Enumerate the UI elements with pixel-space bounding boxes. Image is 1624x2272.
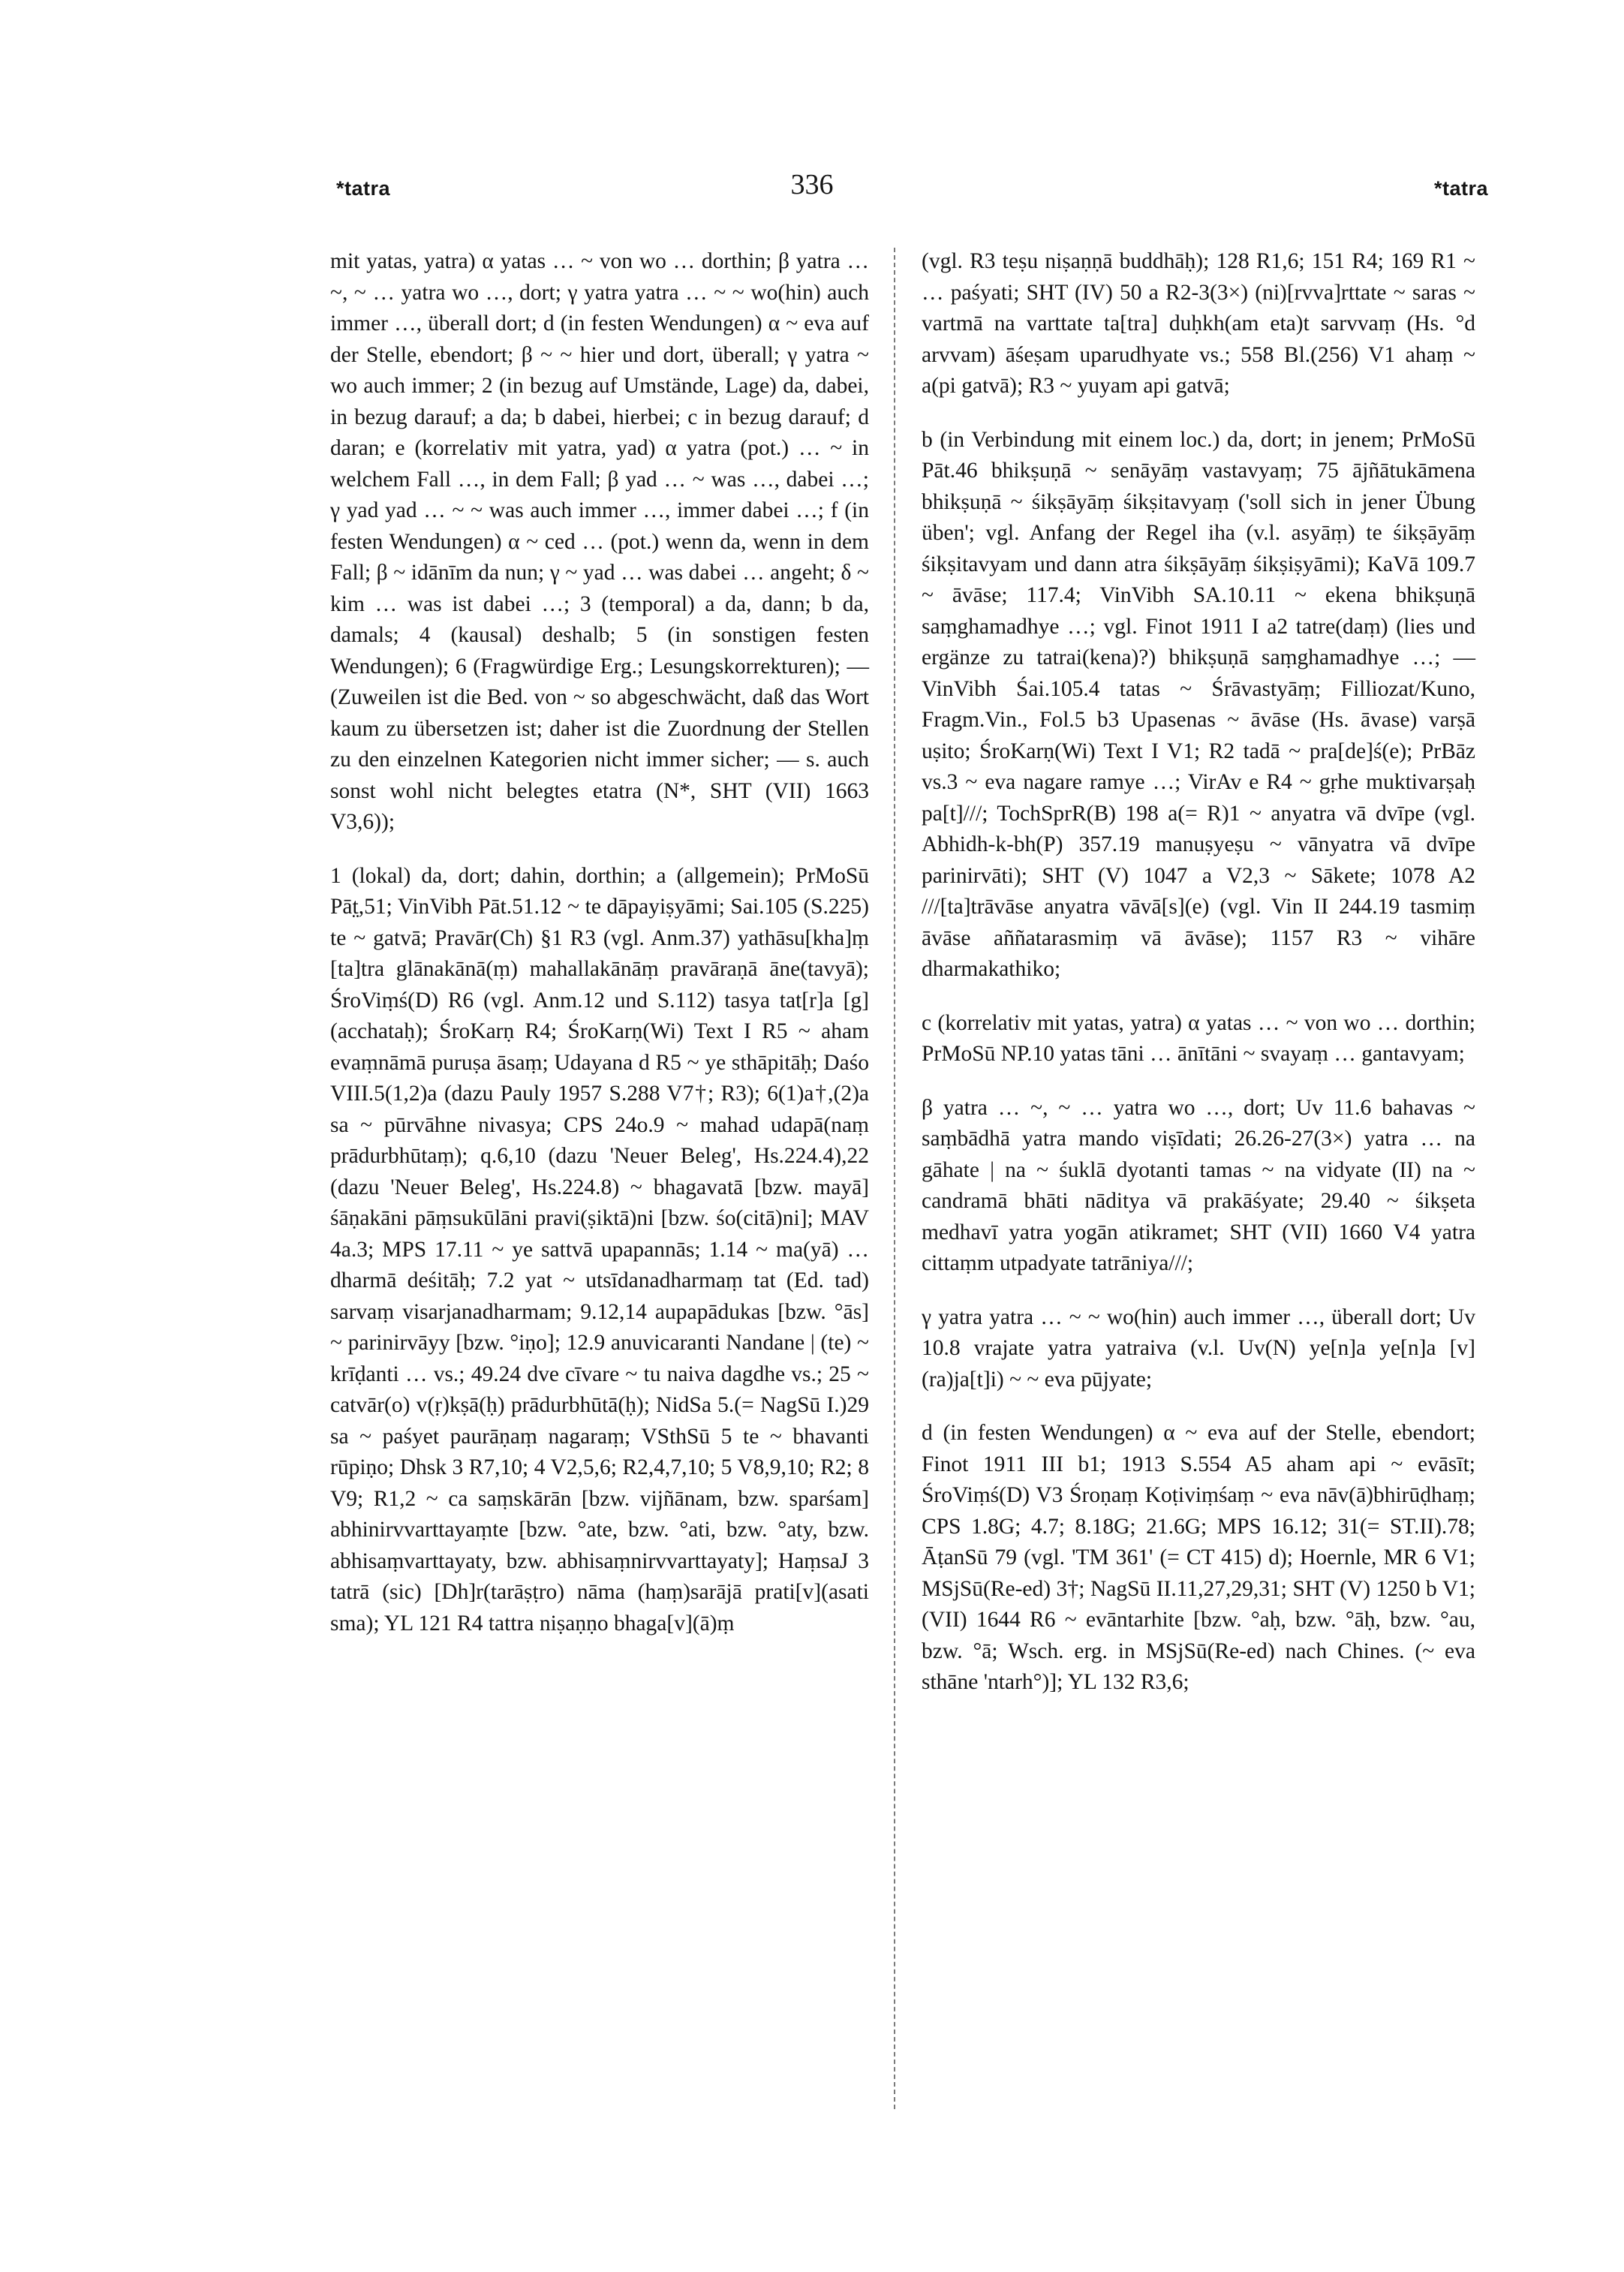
entry-paragraph: mit yatas, yatra) α yatas … ~ von wo … dorthin; β yatra … ~, ~ … yatra wo …, dort; γ yatra yatra … ~ ~ wo(hin) auch immer …, überall dort; d (in festen Wendungen) α ~ eva auf der Stelle, ebendort; β ~ ~ hier und dort, überall; γ yatra ~ wo auch immer; 2 (in bezug auf Umstände, Lage) da, dabei, in bezug darauf; a da; b dabei, hierbei; c in bezug darauf; d daran; e (korrelativ mit yatra, yad) α yatra (pot.) … ~ in welchem Fall …, in dem Fall; β yad … ~ was …, dabei …; γ yad yad … ~ ~ was auch immer …, immer dabei …; f (in festen Wendungen) α ~ ced … (pot.) wenn da, wenn in dem Fall; β ~ idānīm da nun; γ ~ yad … was dabei … angeht; δ ~ kim … was ist dabei …; 3 (temporal) a da, dann; b da, damals; 4 (kausal) deshalb; 5 (in sonstigen festen Wendungen); 6 (Fragwürdige Erg.; Lesungskorrekturen); — (Zuweilen ist die Bed. von ~ so abgeschwächt, daß das Wort kaum zu übersetzen ist; daher ist die Zuordnung der Stellen zu den einzelnen Kategorien nicht immer sicher; — s. auch sonst wohl nicht belegtes etatra (N*, SHT (VII) 1663 V3,6)); bbox=[330, 249, 869, 834]
entry-paragraph: (vgl. R3 teṣu niṣaṇṇā buddhāḥ); 128 R1,6; 151 R4; 169 R1 ~ … paśyati; SHT (IV) 50 a R2-3(3×) (ni)[rvva]rttate ~ saras ~ vartmā na varttate ta[tra] duḥkh(am eta)t sarvvaṃ (Hs. °d arvvam) āśeṣam uparudhyate vs.; 558 Bl.(256) V1 ahaṃ ~ a(pi gatvā); R3 ~ yuyam api gatvā; bbox=[922, 249, 1475, 398]
entry-paragraph: d (in festen Wendungen) α ~ eva auf der Stelle, ebendort; Finot 1911 III b1; 1913 S.554 A5 aham api ~ evāsīt; ŚroViṃś(D) V3 Śroṇaṃ Koṭiviṃśaṃ ~ eva nāv(ā)bhirūḍhaṃ; CPS 1.8G; 4.7; 8.18G; 21.6G; MPS 16.12; 31(= ST.II).78; ĀṭanSū 79 (vgl. 'TM 361' (= CT 415) d); Hoernle, MR 6 V1; MSjSū(Re-ed) 3†; NagSū II.11,27,29,31; SHT (V) 1250 b V1; (VII) 1644 R6 ~ evāntarhite [bzw. °aḥ, bzw. °āḥ, bzw. °au, bzw. °ā; Wsch. erg. in MSjSū(Re-ed) nach Chines. (~ eva sthāne 'ntarh°)]; YL 132 R3,6; bbox=[922, 1421, 1475, 1694]
entry-paragraph: c (korrelativ mit yatas, yatra) α yatas … ~ von wo … dorthin; PrMoSū NP.10 yatas tāni … ānītāni ~ svayaṃ … gantavyam; bbox=[922, 1010, 1475, 1066]
right-headword: *tatra bbox=[1434, 177, 1489, 200]
entry-paragraph: β yatra … ~, ~ … yatra wo …, dort; Uv 11.6 bahavas ~ saṃbādhā yatra mando viṣīdati; 26.26-27(3×) yatra … na gāhate | na ~ śuklā dyotanti tamas ~ na vidyate (II) na ~ candramā bhāti nāditya vā prakāśyate; 29.40 ~ śikṣeta medhavī yatra yogān atikramet; SHT (VII) 1660 V4 yatra cittaṃm utpadyate tatrāniya///; bbox=[922, 1095, 1475, 1275]
right-column bbox=[922, 246, 1475, 1699]
page-number: 336 bbox=[790, 169, 834, 200]
entry-paragraph: 1 (lokal) da, dort; dahin, dorthin; a (allgemein); PrMoSū Pāt̤,51; VinVibh Pāt.51.12 ~ te dāpayiṣyāmi; Sai.105 (S.225) te ~ gatvā; Pravār(Ch) §1 R3 (vgl. Anm.37) yathāsu[kha]ṃ [ta]tra glānakānā(ṃ) mahallakānāṃ pravāraṇā āne(tavyā); ŚroViṃś(D) R6 (vgl. Anm.12 und S.112) tasya tat[r]a [g](acchataḥ); ŚroKarṇ R4; ŚroKarṇ(Wi) Text I R5 ~ aham evaṃnāmā puruṣa āsaṃ; Udayana d R5 ~ ye sthāpitāḥ; Daśo VIII.5(1,2)a (dazu Pauly 1957 S.288 V7†; R3); 6(1)a†,(2)a sa ~ pūrvāhne nivasya; CPS 24o.9 ~ mahad udapā(naṃ prādurbhūtaṃ); q.6,10 (dazu 'Neuer Beleg', Hs.224.4),22 (dazu 'Neuer Beleg', Hs.224.8) ~ bhagavatā [bzw. mayā] śāṇakāni pāṃsukūlāni pravi(ṣiktā)ni [bzw. śo(citā)ni]; MAV 4a.3; MPS 17.11 ~ ye sattvā upapannās; 1.14 ~ ma(yā) … dharmā deśitāḥ; 7.2 yat ~ utsīdanadharmaṃ tat (Ed. tad) sarvaṃ visarjanadharmam; 9.12,14 aupapādukas [bzw. °ās] ~ parinirvāyy [bzw. °iṇo]; 12.9 anuvicaranti Nandane | (te) ~ krīḍanti … vs.; 49.24 dve cīvare ~ tu naiva dagdhe vs.; 25 ~ catvār(o) v(ṛ)kṣā(ḥ) prādurbhūtā(ḥ); NidSa 5.(= NagSū I.)29 sa ~ paśyet paurāṇaṃ nagaraṃ; VSthSū 5 te ~ bhavanti rūpiṇo; Dhsk 3 R7,10; 4 V2,5,6; R2,4,7,10; 5 V8,9,10; R2; 8 V9; R1,2 ~ ca saṃskārān [bzw. vijñānam, bzw. sparśam] abhinirvvarttayaṃte [bzw. °ate, bzw. °ati, bzw. °aty, bzw. abhisaṃvarttayaty, bzw. abhisaṃnirvvarttayaty]; HaṃsaJ 3 tatrā (sic) [Dh]r(tarāṣṭro) nāma (haṃ)sarājā prati[v](asati sma); YL 121 R4 tattra niṣaṇṇo bhaga[v](ā)ṃ bbox=[330, 863, 869, 1636]
column-divider bbox=[894, 248, 895, 2109]
entry-paragraph: γ yatra yatra … ~ ~ wo(hin) auch immer …, überall dort; Uv 10.8 vrajate yatra yatraiva (v.l. Uv(N) ye[n]a ye[n]a [v](ra)ja[t]i) ~ ~ eva pūjyate; bbox=[922, 1305, 1475, 1392]
left-column bbox=[330, 246, 869, 1639]
running-head bbox=[0, 168, 1624, 213]
left-headword: *tatra bbox=[336, 177, 391, 200]
entry-paragraph: b (in Verbindung mit einem loc.) da, dort; in jenem; PrMoSū Pāt.46 bhikṣuṇā ~ senāyāṃ vastavyaṃ; 75 ājñātukāmena bhikṣuṇā ~ śikṣāyāṃ śikṣitavyaṃ ('soll sich in jener Übung üben'; vgl. Anfang der Regel iha (v.l. asyāṃ) te śikṣāyāṃ śikṣitavyam und dann atra śikṣāyāṃ śikṣiṣyāmi); KaVā 109.7 ~ āvāse; 117.4; VinVibh SA.10.11 ~ ekena bhikṣuṇā saṃghamadhye …; vgl. Finot 1911 I a2 tatre(daṃ) (lies und ergänze zu tatrai(kena)?) bhikṣuṇā saṃghamadhye …; — VinVibh Śai.105.4 tatas ~ Śrāvastyāṃ; Filliozat/Kuno, Fragm.Vin., Fol.5 b3 Upasenas ~ āvāse (Hs. āvase) varṣā uṣito; ŚroKarṇ(Wi) Text I V1; R2 tadā ~ pra[de]ś(e); PrBāz vs.3 ~ eva nagare ramye …; VirAv e R4 ~ gṛhe muktivarṣaḥ pa[t]///; TochSprR(B) 198 a(= R)1 ~ anyatra vā dvīpe (vgl. Abhidh-k-bh(P) 357.19 manuṣyeṣu ~ vānyatra vā dvīpe parinirvāti); SHT (V) 1047 a V2,3 ~ Sākete; 1078 A2 ///[ta]trāvāse anyatra vāvā[s](e) (vgl. Vin II 244.19 tasmiṃ āvāse aññatarasmiṃ vā āvāse); 1157 R3 ~ vihāre dharmakathiko; bbox=[922, 427, 1475, 981]
